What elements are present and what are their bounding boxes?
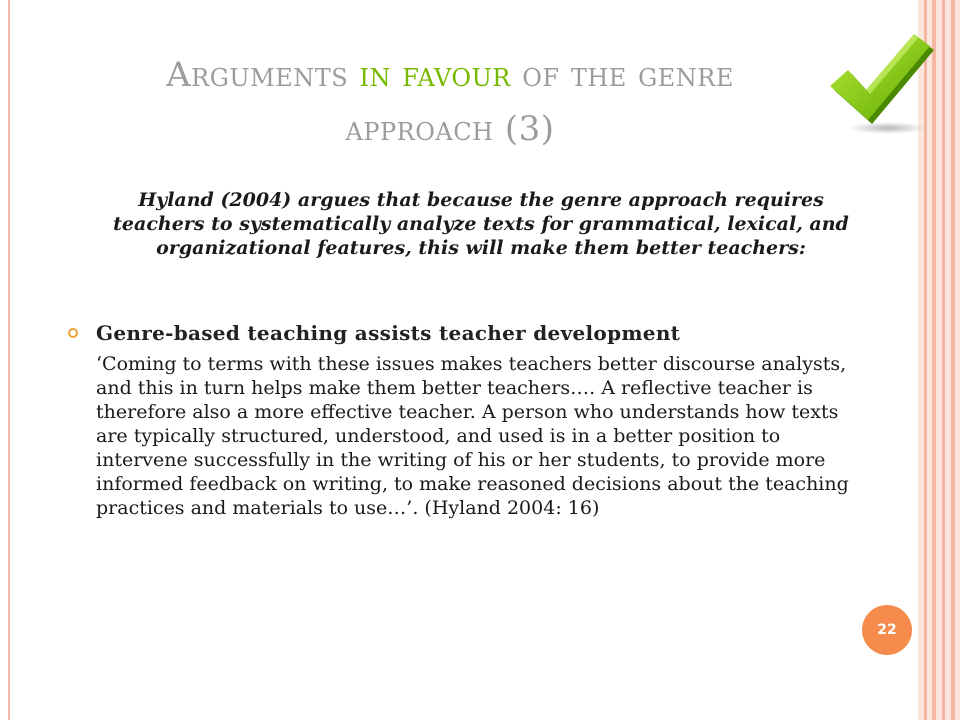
checkmark-icon (826, 32, 936, 136)
title-word-4: approach (3) (345, 109, 555, 149)
bullet-item (60, 318, 880, 348)
title-word-3: of the genre (522, 55, 734, 95)
bullet-circle-icon (68, 328, 78, 338)
quote-paragraph: ‘Coming to terms with these issues makes teachers better discourse analysts, and this in turn helps make them better teachers…. A reflective teacher is therefore also a more effective teacher. A person who understands how texts are typically structured, understood, and used is in a better position to intervene successfully in the writing of his or her students, to provide more informed feedback on writing, to make reasoned decisions about the teaching practices and materials to use…’. (Hyland 2004: 16) (96, 353, 849, 519)
title-word-1: Arguments (166, 55, 349, 95)
title-word-2: in favour (359, 55, 511, 95)
left-border-line (8, 0, 10, 720)
bullet-heading: Genre-based teaching assists teacher development (96, 321, 681, 345)
page-number-badge: 22 (862, 605, 912, 655)
slide-title (30, 48, 870, 156)
intro-paragraph: Hyland (2004) argues that because the genre approach requires teachers to systematically analyze texts for grammatical, lexical, and organizational features, this will make them better teachers: (113, 189, 849, 259)
